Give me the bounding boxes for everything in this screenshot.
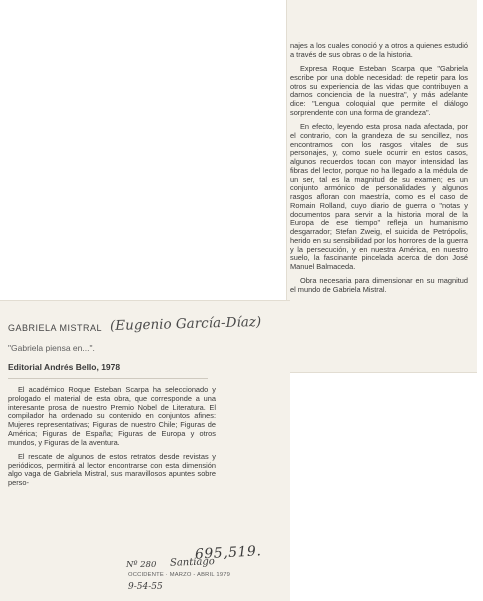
- handwritten-issue-number: Nº 280: [126, 560, 157, 570]
- divider: [8, 378, 208, 379]
- printed-source-line: OCCIDENTE · MARZO - ABRIL 1979: [128, 572, 231, 578]
- handwritten-date: 9-54-55: [128, 582, 163, 592]
- handwritten-archive-code: 695,519.: [194, 543, 262, 563]
- paragraph: El académico Roque Esteban Scarpa ha seleccionado y prologado el material de esta obra, que corresponde a una interesante prosa de nuestro Premio Nobel de Literatura. El compilador ha ordenado su contenido en conjuntos afines: Mujeres representativas; Figuras de nuestro Chile; Figuras de América; Figuras de España; Figuras de Europa y otros mundos, y Figuras de la aventura.: [8, 385, 216, 447]
- paragraph: En efecto, leyendo esta prosa nada afectada, por el contrario, con la grandeza de su sencillez, nos encontramos con los rasgos vitales de sus personajes, y, como suele ocurrir en estos casos, algunos recuerdos tocan con mayor intensidad las fibras del lector, porque no ha llegado a la médula de un ser, tal es la magnitud de su examen; es un conjunto armónico de personalidades y algunos rasgos afloran con maestría, como es el caso de Romain Rolland, cuyo diario de guerra o "notas y documentos para servir a la historia moral de la Europa de ese tiempo" refleja un humanismo desgarrador; Stefan Zweig, el suicida de Petrópolis, herido en su sensibilidad por los horrores de la guerra y la persecución, y en nuestra América, en nuestro suelo, la fascinante pincelada acerca de don José Manuel Balmaceda.: [290, 122, 468, 271]
- book-title: "Gabriela piensa en...".: [8, 343, 95, 353]
- paragraph: Obra necesaria para dimensionar en su magnitud el mundo de Gabriela Mistral.: [290, 276, 468, 294]
- paragraph: najes a los cuales conoció y a otros a quienes estudió a través de sus obras o de la historia.: [290, 41, 468, 59]
- right-column: [290, 42, 468, 295]
- author-heading: GABRIELA MISTRAL: [8, 323, 103, 333]
- left-column: [8, 386, 216, 488]
- publisher-line: Editorial Andrés Bello, 1978: [8, 362, 121, 372]
- paragraph: Expresa Roque Esteban Scarpa que "Gabriela escribe por una doble necesidad: de repetir para los otros su experiencia de las vidas que contribuyen a darnos conciencia de la nuestra", y más adelante dice: "Lengua coloquial que permite el diálogo sorprendente con una forma de grandeza".: [290, 64, 468, 117]
- handwritten-city: Santiago: [169, 556, 216, 569]
- paragraph: El rescate de algunos de estos retratos desde revistas y periódicos, permitirá al lector encontrarse con esta dimensión algo vaga de Gabriela Mistral, sus maravillosos apuntes sobre perso-: [8, 451, 216, 487]
- handwritten-reviewer-name: (Eugenio García-Díaz): [109, 314, 262, 334]
